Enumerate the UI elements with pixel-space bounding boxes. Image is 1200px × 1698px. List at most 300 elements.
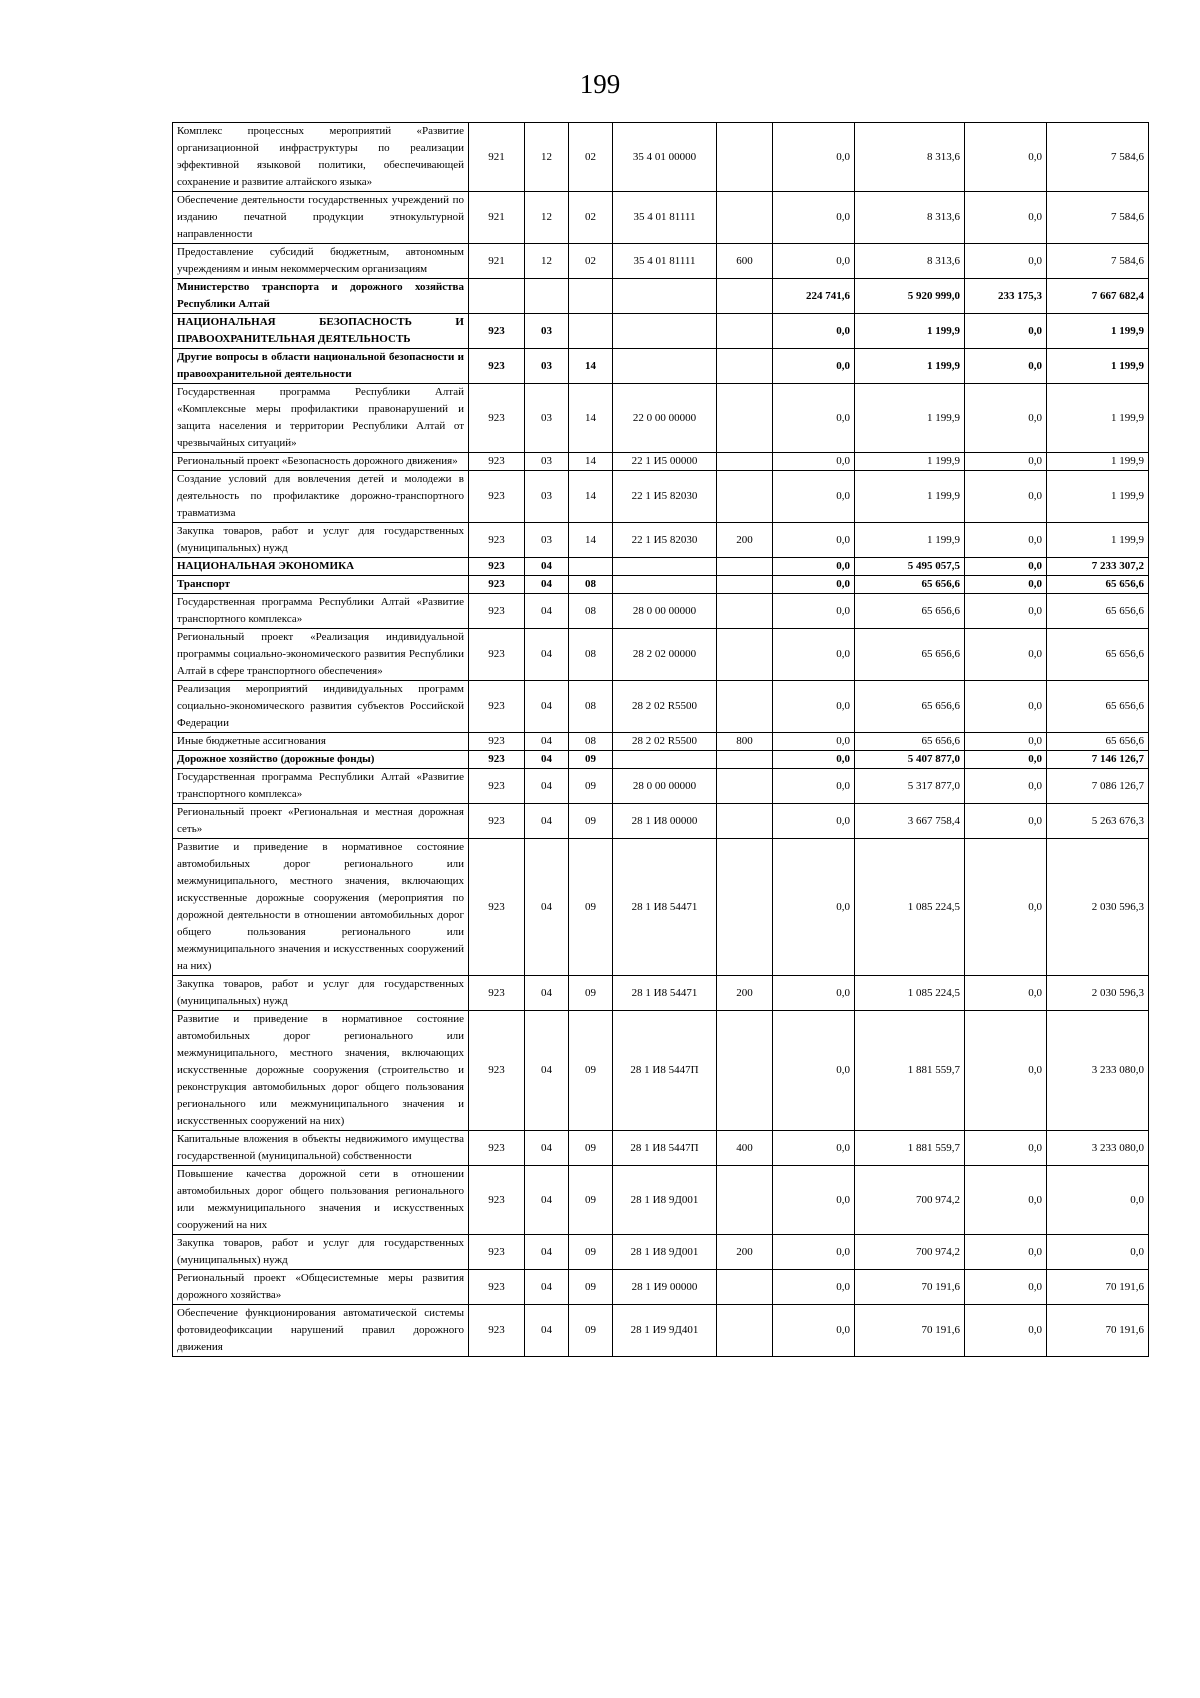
amount-col-4: 65 656,6	[1047, 733, 1149, 751]
amount-col-2: 5 495 057,5	[855, 558, 965, 576]
target-article-code: 28 1 И8 9Д001	[613, 1235, 717, 1270]
expense-type-code	[717, 681, 773, 733]
grbs-code: 923	[469, 453, 525, 471]
grbs-code: 923	[469, 733, 525, 751]
amount-col-3: 0,0	[965, 733, 1047, 751]
table-row	[173, 244, 1149, 279]
row-name: Региональный проект «Безопасность дорожного движения»	[173, 453, 469, 471]
amount-col-1: 0,0	[773, 681, 855, 733]
section-code: 04	[525, 1270, 569, 1305]
amount-col-3: 0,0	[965, 1011, 1047, 1131]
amount-col-1: 0,0	[773, 523, 855, 558]
table-row	[173, 192, 1149, 244]
target-article-code: 28 2 02 R5500	[613, 681, 717, 733]
grbs-code: 921	[469, 123, 525, 192]
section-code: 04	[525, 1011, 569, 1131]
row-name: Государственная программа Республики Алтай «Развитие транспортного комплекса»	[173, 594, 469, 629]
target-article-code: 22 1 И5 82030	[613, 523, 717, 558]
amount-col-1: 0,0	[773, 244, 855, 279]
amount-col-3: 0,0	[965, 1270, 1047, 1305]
amount-col-4: 70 191,6	[1047, 1270, 1149, 1305]
row-name: Региональный проект «Реализация индивидуальной программы социально-экономического развития Республики Алтай в сфере транспортного обеспечения»	[173, 629, 469, 681]
amount-col-4: 5 263 676,3	[1047, 804, 1149, 839]
section-code: 03	[525, 314, 569, 349]
amount-col-3: 0,0	[965, 1235, 1047, 1270]
amount-col-3: 0,0	[965, 1305, 1047, 1357]
amount-col-4: 7 584,6	[1047, 244, 1149, 279]
amount-col-4: 2 030 596,3	[1047, 839, 1149, 976]
expense-type-code	[717, 576, 773, 594]
table-row	[173, 349, 1149, 384]
grbs-code: 923	[469, 839, 525, 976]
target-article-code: 28 1 И8 54471	[613, 976, 717, 1011]
amount-col-2: 1 199,9	[855, 314, 965, 349]
section-code	[525, 279, 569, 314]
section-code: 03	[525, 453, 569, 471]
subsection-code: 09	[569, 1166, 613, 1235]
section-code: 03	[525, 523, 569, 558]
table-row	[173, 1011, 1149, 1131]
subsection-code: 14	[569, 523, 613, 558]
amount-col-2: 8 313,6	[855, 123, 965, 192]
amount-col-4: 0,0	[1047, 1235, 1149, 1270]
amount-col-1: 0,0	[773, 1305, 855, 1357]
table-row	[173, 453, 1149, 471]
target-article-code: 35 4 01 81111	[613, 192, 717, 244]
expense-type-code: 200	[717, 976, 773, 1011]
grbs-code: 921	[469, 244, 525, 279]
amount-col-4: 65 656,6	[1047, 594, 1149, 629]
section-code: 12	[525, 192, 569, 244]
amount-col-3: 0,0	[965, 192, 1047, 244]
section-code: 03	[525, 471, 569, 523]
amount-col-3: 0,0	[965, 349, 1047, 384]
table-row	[173, 1235, 1149, 1270]
amount-col-3: 0,0	[965, 681, 1047, 733]
amount-col-1: 0,0	[773, 1235, 855, 1270]
row-name: НАЦИОНАЛЬНАЯ ЭКОНОМИКА	[173, 558, 469, 576]
amount-col-2: 65 656,6	[855, 594, 965, 629]
grbs-code: 923	[469, 384, 525, 453]
section-code: 04	[525, 1235, 569, 1270]
subsection-code: 09	[569, 804, 613, 839]
amount-col-1: 0,0	[773, 976, 855, 1011]
amount-col-2: 5 317 877,0	[855, 769, 965, 804]
subsection-code: 02	[569, 192, 613, 244]
subsection-code: 14	[569, 384, 613, 453]
subsection-code: 08	[569, 576, 613, 594]
section-code: 04	[525, 1305, 569, 1357]
section-code: 04	[525, 629, 569, 681]
grbs-code: 923	[469, 349, 525, 384]
grbs-code: 923	[469, 1131, 525, 1166]
amount-col-3: 0,0	[965, 594, 1047, 629]
expense-type-code	[717, 471, 773, 523]
row-name: Государственная программа Республики Алтай «Развитие транспортного комплекса»	[173, 769, 469, 804]
expense-type-code	[717, 769, 773, 804]
amount-col-3: 0,0	[965, 453, 1047, 471]
table-row	[173, 1305, 1149, 1357]
section-code: 04	[525, 558, 569, 576]
subsection-code: 08	[569, 733, 613, 751]
amount-col-4: 3 233 080,0	[1047, 1011, 1149, 1131]
expense-type-code	[717, 384, 773, 453]
row-name: Обеспечение деятельности государственных учреждений по изданию печатной продукции этнокультурной направленности	[173, 192, 469, 244]
expense-type-code	[717, 1011, 773, 1131]
subsection-code: 14	[569, 471, 613, 523]
row-name: Закупка товаров, работ и услуг для государственных (муниципальных) нужд	[173, 1235, 469, 1270]
amount-col-1: 0,0	[773, 471, 855, 523]
amount-col-2: 1 199,9	[855, 349, 965, 384]
section-code: 04	[525, 594, 569, 629]
amount-col-4: 65 656,6	[1047, 629, 1149, 681]
subsection-code: 09	[569, 769, 613, 804]
target-article-code: 28 1 И8 5447П	[613, 1131, 717, 1166]
section-code: 04	[525, 839, 569, 976]
amount-col-4: 7 584,6	[1047, 123, 1149, 192]
subsection-code	[569, 279, 613, 314]
amount-col-4: 1 199,9	[1047, 523, 1149, 558]
table-row	[173, 1131, 1149, 1166]
expense-type-code	[717, 279, 773, 314]
table-row	[173, 751, 1149, 769]
target-article-code: 28 0 00 00000	[613, 769, 717, 804]
amount-col-4: 1 199,9	[1047, 349, 1149, 384]
amount-col-2: 1 199,9	[855, 453, 965, 471]
target-article-code: 28 2 02 00000	[613, 629, 717, 681]
row-name: Государственная программа Республики Алтай «Комплексные меры профилактики правонарушений и защита населения и территории Республики Алтай от чрезвычайных ситуаций»	[173, 384, 469, 453]
table-row	[173, 123, 1149, 192]
amount-col-4: 1 199,9	[1047, 453, 1149, 471]
section-code: 04	[525, 1166, 569, 1235]
row-name: Предоставление субсидий бюджетным, автономным учреждениям и иным некоммерческим организациям	[173, 244, 469, 279]
expense-type-code	[717, 192, 773, 244]
grbs-code: 923	[469, 769, 525, 804]
amount-col-2: 1 199,9	[855, 384, 965, 453]
amount-col-2: 5 407 877,0	[855, 751, 965, 769]
grbs-code: 923	[469, 471, 525, 523]
amount-col-1: 0,0	[773, 192, 855, 244]
grbs-code: 923	[469, 751, 525, 769]
amount-col-3: 0,0	[965, 839, 1047, 976]
target-article-code	[613, 558, 717, 576]
grbs-code: 923	[469, 1305, 525, 1357]
row-name: Региональный проект «Региональная и местная дорожная сеть»	[173, 804, 469, 839]
expense-type-code	[717, 123, 773, 192]
row-name: Капитальные вложения в объекты недвижимого имущества государственной (муниципальной) собственности	[173, 1131, 469, 1166]
subsection-code: 09	[569, 1305, 613, 1357]
amount-col-1: 0,0	[773, 839, 855, 976]
amount-col-1: 0,0	[773, 594, 855, 629]
grbs-code: 923	[469, 1235, 525, 1270]
subsection-code	[569, 314, 613, 349]
row-name: Министерство транспорта и дорожного хозяйства Республики Алтай	[173, 279, 469, 314]
amount-col-3: 0,0	[965, 244, 1047, 279]
amount-col-4: 7 584,6	[1047, 192, 1149, 244]
amount-col-4: 65 656,6	[1047, 681, 1149, 733]
grbs-code: 923	[469, 576, 525, 594]
row-name: Реализация мероприятий индивидуальных программ социально-экономического развития субъектов Российской Федерации	[173, 681, 469, 733]
subsection-code: 14	[569, 349, 613, 384]
amount-col-1: 0,0	[773, 384, 855, 453]
row-name: Комплекс процессных мероприятий «Развитие организационной инфраструктуры по реализации эффективной языковой политики, обеспечивающей сохранение и развитие алтайского языка»	[173, 123, 469, 192]
expense-type-code	[717, 1270, 773, 1305]
amount-col-1: 0,0	[773, 558, 855, 576]
section-code: 03	[525, 384, 569, 453]
subsection-code: 02	[569, 123, 613, 192]
subsection-code: 14	[569, 453, 613, 471]
amount-col-2: 1 085 224,5	[855, 976, 965, 1011]
amount-col-1: 0,0	[773, 1166, 855, 1235]
table-row	[173, 594, 1149, 629]
table-row	[173, 558, 1149, 576]
expense-type-code	[717, 751, 773, 769]
amount-col-4: 1 199,9	[1047, 471, 1149, 523]
amount-col-4: 65 656,6	[1047, 576, 1149, 594]
amount-col-4: 70 191,6	[1047, 1305, 1149, 1357]
amount-col-2: 65 656,6	[855, 629, 965, 681]
amount-col-3: 0,0	[965, 1131, 1047, 1166]
page-number: 199	[579, 69, 621, 99]
amount-col-4: 7 086 126,7	[1047, 769, 1149, 804]
subsection-code: 09	[569, 1235, 613, 1270]
grbs-code: 923	[469, 594, 525, 629]
section-code: 04	[525, 751, 569, 769]
table-row	[173, 733, 1149, 751]
expense-type-code	[717, 1166, 773, 1235]
amount-col-2: 65 656,6	[855, 733, 965, 751]
amount-col-2: 8 313,6	[855, 192, 965, 244]
amount-col-2: 5 920 999,0	[855, 279, 965, 314]
amount-col-1: 0,0	[773, 314, 855, 349]
table-row	[173, 523, 1149, 558]
amount-col-1: 0,0	[773, 349, 855, 384]
amount-col-1: 0,0	[773, 1270, 855, 1305]
amount-col-3: 0,0	[965, 1166, 1047, 1235]
section-code: 04	[525, 733, 569, 751]
amount-col-4: 2 030 596,3	[1047, 976, 1149, 1011]
table-row	[173, 1270, 1149, 1305]
row-name: Закупка товаров, работ и услуг для государственных (муниципальных) нужд	[173, 976, 469, 1011]
amount-col-1: 0,0	[773, 1131, 855, 1166]
subsection-code: 08	[569, 681, 613, 733]
grbs-code	[469, 279, 525, 314]
section-code: 04	[525, 576, 569, 594]
target-article-code: 28 1 И8 00000	[613, 804, 717, 839]
section-code: 04	[525, 681, 569, 733]
table-row	[173, 576, 1149, 594]
amount-col-1: 0,0	[773, 453, 855, 471]
table-row	[173, 769, 1149, 804]
target-article-code: 22 1 И5 82030	[613, 471, 717, 523]
amount-col-4: 1 199,9	[1047, 314, 1149, 349]
row-name: Создание условий для вовлечения детей и молодежи в деятельность по профилактике дорожно-транспортного травматизма	[173, 471, 469, 523]
target-article-code: 28 1 И8 54471	[613, 839, 717, 976]
amount-col-2: 1 199,9	[855, 523, 965, 558]
amount-col-2: 70 191,6	[855, 1305, 965, 1357]
section-code: 12	[525, 244, 569, 279]
section-code: 12	[525, 123, 569, 192]
table-row	[173, 804, 1149, 839]
amount-col-4: 0,0	[1047, 1166, 1149, 1235]
amount-col-2: 8 313,6	[855, 244, 965, 279]
amount-col-3: 0,0	[965, 576, 1047, 594]
expense-type-code: 400	[717, 1131, 773, 1166]
amount-col-3: 0,0	[965, 384, 1047, 453]
amount-col-4: 7 233 307,2	[1047, 558, 1149, 576]
expense-type-code	[717, 839, 773, 976]
amount-col-3: 0,0	[965, 751, 1047, 769]
subsection-code	[569, 558, 613, 576]
target-article-code	[613, 751, 717, 769]
table-row	[173, 681, 1149, 733]
grbs-code: 923	[469, 681, 525, 733]
subsection-code: 09	[569, 976, 613, 1011]
amount-col-1: 0,0	[773, 576, 855, 594]
row-name: Закупка товаров, работ и услуг для государственных (муниципальных) нужд	[173, 523, 469, 558]
amount-col-3: 0,0	[965, 123, 1047, 192]
amount-col-1: 0,0	[773, 629, 855, 681]
target-article-code: 28 0 00 00000	[613, 594, 717, 629]
target-article-code	[613, 349, 717, 384]
amount-col-1: 0,0	[773, 769, 855, 804]
expense-type-code	[717, 558, 773, 576]
subsection-code: 09	[569, 751, 613, 769]
subsection-code: 08	[569, 629, 613, 681]
target-article-code: 28 2 02 R5500	[613, 733, 717, 751]
amount-col-3: 0,0	[965, 769, 1047, 804]
row-name: НАЦИОНАЛЬНАЯ БЕЗОПАСНОСТЬ И ПРАВООХРАНИТЕЛЬНАЯ ДЕЯТЕЛЬНОСТЬ	[173, 314, 469, 349]
amount-col-4: 3 233 080,0	[1047, 1131, 1149, 1166]
table-row	[173, 629, 1149, 681]
table-row	[173, 1166, 1149, 1235]
amount-col-3: 0,0	[965, 976, 1047, 1011]
target-article-code: 28 1 И8 9Д001	[613, 1166, 717, 1235]
amount-col-1: 0,0	[773, 123, 855, 192]
row-name: Иные бюджетные ассигнования	[173, 733, 469, 751]
subsection-code: 09	[569, 839, 613, 976]
amount-col-1: 0,0	[773, 751, 855, 769]
target-article-code: 28 1 И9 00000	[613, 1270, 717, 1305]
grbs-code: 923	[469, 976, 525, 1011]
budget-table	[172, 122, 1149, 1357]
amount-col-3: 0,0	[965, 629, 1047, 681]
row-name: Другие вопросы в области национальной безопасности и правоохранительной деятельности	[173, 349, 469, 384]
row-name: Транспорт	[173, 576, 469, 594]
target-article-code	[613, 279, 717, 314]
expense-type-code: 200	[717, 1235, 773, 1270]
amount-col-3: 0,0	[965, 471, 1047, 523]
table-row	[173, 976, 1149, 1011]
target-article-code: 28 1 И9 9Д401	[613, 1305, 717, 1357]
table-row	[173, 279, 1149, 314]
grbs-code: 923	[469, 523, 525, 558]
table-row	[173, 314, 1149, 349]
subsection-code: 09	[569, 1011, 613, 1131]
section-code: 04	[525, 976, 569, 1011]
amount-col-2: 1 881 559,7	[855, 1131, 965, 1166]
amount-col-2: 65 656,6	[855, 681, 965, 733]
grbs-code: 923	[469, 558, 525, 576]
grbs-code: 923	[469, 804, 525, 839]
grbs-code: 921	[469, 192, 525, 244]
grbs-code: 923	[469, 314, 525, 349]
amount-col-1: 0,0	[773, 804, 855, 839]
amount-col-2: 1 085 224,5	[855, 839, 965, 976]
amount-col-2: 65 656,6	[855, 576, 965, 594]
budget-table-body	[173, 123, 1149, 1357]
target-article-code	[613, 576, 717, 594]
expense-type-code	[717, 804, 773, 839]
amount-col-4: 7 146 126,7	[1047, 751, 1149, 769]
table-row	[173, 471, 1149, 523]
amount-col-4: 1 199,9	[1047, 384, 1149, 453]
table-row	[173, 839, 1149, 976]
row-name: Развитие и приведение в нормативное состояние автомобильных дорог регионального или межмуниципального, местного значения, включающих искусственные дорожные сооружения (мероприятия по дорожной деятельности в отношении автомобильных дорог общего пользования регионального или межмуниципального значения и искусственных сооружений на них)	[173, 839, 469, 976]
expense-type-code: 200	[717, 523, 773, 558]
target-article-code: 22 0 00 00000	[613, 384, 717, 453]
subsection-code: 02	[569, 244, 613, 279]
expense-type-code: 600	[717, 244, 773, 279]
expense-type-code	[717, 349, 773, 384]
section-code: 04	[525, 769, 569, 804]
expense-type-code	[717, 453, 773, 471]
grbs-code: 923	[469, 1270, 525, 1305]
expense-type-code	[717, 594, 773, 629]
grbs-code: 923	[469, 1011, 525, 1131]
subsection-code: 09	[569, 1131, 613, 1166]
amount-col-3: 0,0	[965, 523, 1047, 558]
row-name: Региональный проект «Общесистемные меры развития дорожного хозяйства»	[173, 1270, 469, 1305]
grbs-code: 923	[469, 1166, 525, 1235]
grbs-code: 923	[469, 629, 525, 681]
target-article-code	[613, 314, 717, 349]
target-article-code: 35 4 01 00000	[613, 123, 717, 192]
row-name: Повышение качества дорожной сети в отношении автомобильных дорог общего пользования регионального или межмуниципального значения и искусственных сооружений на них	[173, 1166, 469, 1235]
section-code: 04	[525, 1131, 569, 1166]
section-code: 03	[525, 349, 569, 384]
row-name: Развитие и приведение в нормативное состояние автомобильных дорог регионального или межмуниципального, местного значения, включающих искусственные дорожные сооружения (строительство и реконструкция автомобильных дорог общего пользования регионального или межмуниципального значения и искусственных сооружений на них)	[173, 1011, 469, 1131]
amount-col-2: 3 667 758,4	[855, 804, 965, 839]
amount-col-2: 700 974,2	[855, 1166, 965, 1235]
subsection-code: 09	[569, 1270, 613, 1305]
amount-col-2: 1 199,9	[855, 471, 965, 523]
row-name: Дорожное хозяйство (дорожные фонды)	[173, 751, 469, 769]
amount-col-1: 0,0	[773, 1011, 855, 1131]
target-article-code: 22 1 И5 00000	[613, 453, 717, 471]
amount-col-2: 700 974,2	[855, 1235, 965, 1270]
amount-col-3: 0,0	[965, 314, 1047, 349]
amount-col-2: 70 191,6	[855, 1270, 965, 1305]
amount-col-4: 7 667 682,4	[1047, 279, 1149, 314]
target-article-code: 28 1 И8 5447П	[613, 1011, 717, 1131]
expense-type-code	[717, 314, 773, 349]
row-name: Обеспечение функционирования автоматической системы фотовидеофиксации нарушений правил дорожного движения	[173, 1305, 469, 1357]
section-code: 04	[525, 804, 569, 839]
amount-col-1: 224 741,6	[773, 279, 855, 314]
amount-col-3: 233 175,3	[965, 279, 1047, 314]
expense-type-code	[717, 629, 773, 681]
amount-col-2: 1 881 559,7	[855, 1011, 965, 1131]
target-article-code: 35 4 01 81111	[613, 244, 717, 279]
table-row	[173, 384, 1149, 453]
amount-col-3: 0,0	[965, 558, 1047, 576]
expense-type-code	[717, 1305, 773, 1357]
amount-col-3: 0,0	[965, 804, 1047, 839]
subsection-code: 08	[569, 594, 613, 629]
expense-type-code: 800	[717, 733, 773, 751]
amount-col-1: 0,0	[773, 733, 855, 751]
